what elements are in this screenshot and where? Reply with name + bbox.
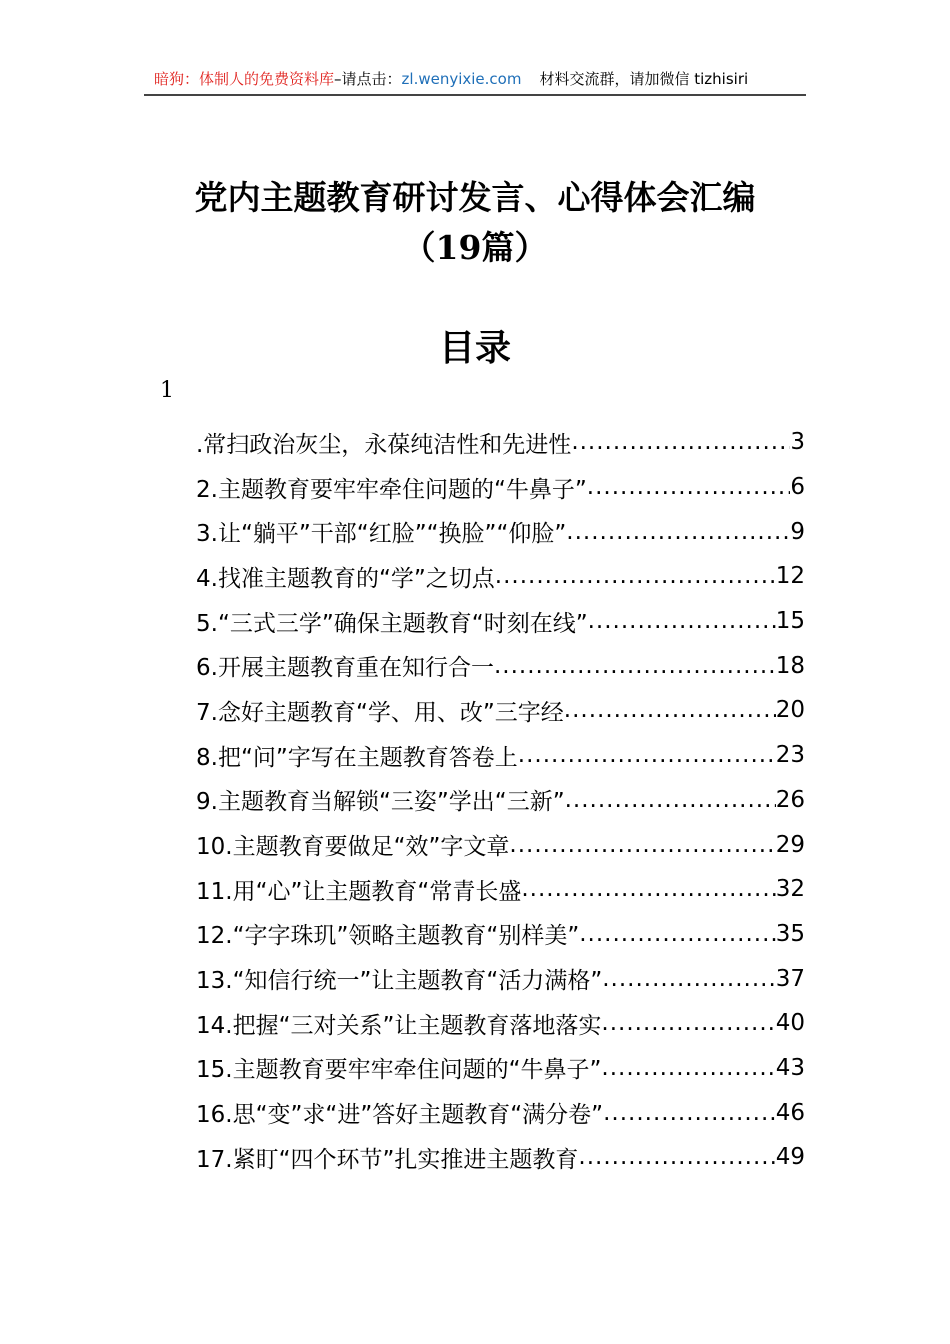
- toc-leader-dots: [603, 1100, 776, 1126]
- toc-entry-page: 37: [775, 965, 805, 992]
- toc-entry-title: 9.主题教育当解锁“三姿”学出“三新”: [196, 789, 565, 816]
- toc-entry-title: 3.让“躺平”干部“红脸”“换脸”“仰脸”: [196, 521, 567, 548]
- toc-entry-title: 14.把握“三对关系”让主题教育落地落实: [196, 1012, 602, 1039]
- document-title: 党内主题教育研讨发言、心得体会汇编: [194, 178, 756, 217]
- toc-leader-dots: [571, 429, 790, 455]
- toc-heading: 目录: [438, 327, 511, 369]
- document-subtitle: （19篇）: [402, 228, 548, 267]
- toc-entry-page: 46: [775, 1099, 805, 1126]
- toc-entry-page: 29: [775, 831, 805, 858]
- toc-entry[interactable]: [196, 912, 805, 957]
- toc-entry-title: 10.主题教育要做足“效”字文章: [196, 834, 510, 861]
- toc-entry[interactable]: [196, 778, 805, 823]
- toc-first-number: 1: [160, 378, 174, 403]
- toc-entry[interactable]: [196, 688, 805, 733]
- toc-entry-page: 26: [775, 786, 805, 813]
- toc-leader-dots: [588, 608, 776, 634]
- header-click-text: –请点击：: [334, 70, 402, 88]
- toc-entry[interactable]: [196, 599, 805, 644]
- toc-entry[interactable]: [196, 420, 805, 465]
- toc-entry-title: 13.“知信行统一”让主题教育“活力满格”: [196, 968, 603, 995]
- toc-leader-dots: [602, 966, 775, 992]
- toc-leader-dots: [601, 1010, 775, 1036]
- toc-entry-title: 4.找准主题教育的“学”之切点: [196, 565, 495, 592]
- toc-leader-dots: [565, 787, 776, 813]
- toc-entry[interactable]: [196, 643, 805, 688]
- toc-leader-dots: [566, 519, 790, 545]
- toc-entry[interactable]: [196, 1001, 805, 1046]
- toc-entry-title: 7.念好主题教育“学、用、改”三字经: [196, 699, 564, 726]
- toc-entry[interactable]: [196, 1090, 805, 1135]
- toc-leader-dots: [587, 474, 791, 500]
- toc-entry-page: 20: [775, 697, 805, 724]
- toc-entry[interactable]: [196, 554, 805, 599]
- toc-leader-dots: [521, 876, 775, 902]
- toc-entry[interactable]: [196, 465, 805, 510]
- toc-entry-page: 6: [790, 474, 805, 501]
- toc-entry-page: 12: [775, 563, 805, 590]
- toc-leader-dots: [601, 1055, 775, 1081]
- page-header: [144, 68, 806, 96]
- toc-entry-title: 5.“三式三学”确保主题教育“时刻在线”: [196, 610, 588, 637]
- toc-entry-title: 12.“字字珠玑”领略主题教育“别样美”: [196, 923, 580, 950]
- toc-entry-page: 49: [775, 1144, 805, 1171]
- toc-entry-page: 18: [775, 652, 805, 679]
- toc-entry-page: 15: [775, 608, 805, 635]
- toc-leader-dots: [564, 697, 776, 723]
- header-group-text: 材料交流群，请加微信 tizhisiri: [539, 70, 749, 88]
- toc-leader-dots: [579, 921, 775, 947]
- toc-leader-dots: [494, 653, 776, 679]
- toc-entry-title: 2.主题教育要牢牢牵住问题的“牛鼻子”: [196, 476, 587, 503]
- toc-entry-page: 9: [790, 518, 805, 545]
- toc-entry-title: 11.用“心”让主题教育“常青长盛: [196, 878, 522, 905]
- toc-entry[interactable]: [196, 956, 805, 1001]
- toc-leader-dots: [495, 563, 776, 589]
- toc-entry[interactable]: [196, 1046, 805, 1091]
- toc-entry-page: 40: [775, 1010, 805, 1037]
- toc-leader-dots: [578, 1144, 775, 1170]
- toc-entry[interactable]: [196, 867, 805, 912]
- toc-entry[interactable]: [196, 733, 805, 778]
- toc-entry-title: 17.紧盯“四个环节”扎实推进主题教育: [196, 1146, 579, 1173]
- toc-entry-title: 15.主题教育要牢牢牵住问题的“牛鼻子”: [196, 1057, 602, 1084]
- toc-entry-title: 8.把“问”字写在主题教育答卷上: [196, 744, 518, 771]
- header-site-name: 暗狗：体制人的免费资料库: [154, 70, 335, 88]
- table-of-contents: [196, 420, 805, 1180]
- header-url-link[interactable]: zl.wenyixie.com: [401, 70, 522, 88]
- toc-entry-page: 32: [775, 876, 805, 903]
- toc-entry-page: 35: [775, 920, 805, 947]
- toc-entry-title: .常扫政治灰尘，永葆纯洁性和先进性: [196, 431, 572, 458]
- toc-entry-page: 43: [775, 1054, 805, 1081]
- toc-leader-dots: [509, 832, 775, 858]
- toc-entry[interactable]: [196, 822, 805, 867]
- toc-entry-page: 3: [790, 429, 805, 456]
- toc-entry[interactable]: [196, 509, 805, 554]
- toc-leader-dots: [518, 742, 776, 768]
- toc-entry-title: 16.思“变”求“进”答好主题教育“满分卷”: [196, 1102, 604, 1129]
- toc-entry-page: 23: [775, 742, 805, 769]
- toc-entry[interactable]: [196, 1135, 805, 1180]
- toc-entry-title: 6.开展主题教育重在知行合一: [196, 655, 494, 682]
